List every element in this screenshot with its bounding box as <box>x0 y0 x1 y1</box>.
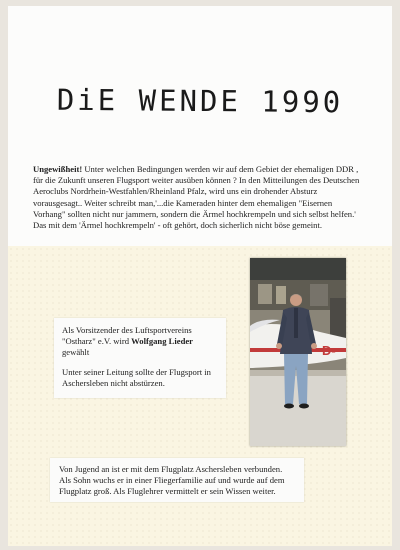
chairman-caption <box>62 325 218 358</box>
chairman-name: Wolfgang Lieder <box>131 336 193 346</box>
intro-paragraph <box>33 164 363 231</box>
chairman-line-a: Als Vorsitzender des Luftsportvereins "Ostharz" e.V. wird <box>62 325 192 346</box>
youth-caption-card <box>50 458 304 502</box>
chairman-caption-card <box>54 318 226 398</box>
photo-man-with-glider <box>250 258 346 446</box>
page-title: DiE WENDE 1990 <box>56 82 344 120</box>
leadership-caption: Unter seiner Leitung sollte der Flugsport in Aschersleben nicht abstürzen. <box>62 367 211 388</box>
intro-text: Unter welchen Bedingungen werden wir auf dem Gebiet der ehemaligen DDR , für die Zukunft unseren Flugsport weiter ausüben können ? In den Mitteilungen des Deutschen Aeroclubs Nordrhein-Westfahlen/Rheinland Pfalz, wird uns ein drohender Absturz vorausgesagt.. Weiter schreibt man,'...die Kameraden hinter dem ehemaligen "Eisernen Vorhang" sollten nicht nur jammern, sondern die Ärmel hochkrempeln und sich selbst helfen.' Das mit dem 'Ärmel hochkrempeln' - oft gehört, doch sicherlich nicht böse gemeint. <box>33 164 360 231</box>
intro-bold-lead: Ungewißheit! <box>33 164 83 174</box>
glider-registration: D- <box>322 343 336 358</box>
chairman-line-b: gewählt <box>62 347 90 357</box>
photo-illustration <box>250 258 346 446</box>
youth-caption: Von Jugend an ist er mit dem Flugplatz Aschersleben verbunden. Als Sohn wuchs er in einer Fliegerfamilie auf und wurde auf dem Flugplatz groß. Als Fluglehrer vermittelt er sein Wissen weiter. <box>59 464 285 496</box>
